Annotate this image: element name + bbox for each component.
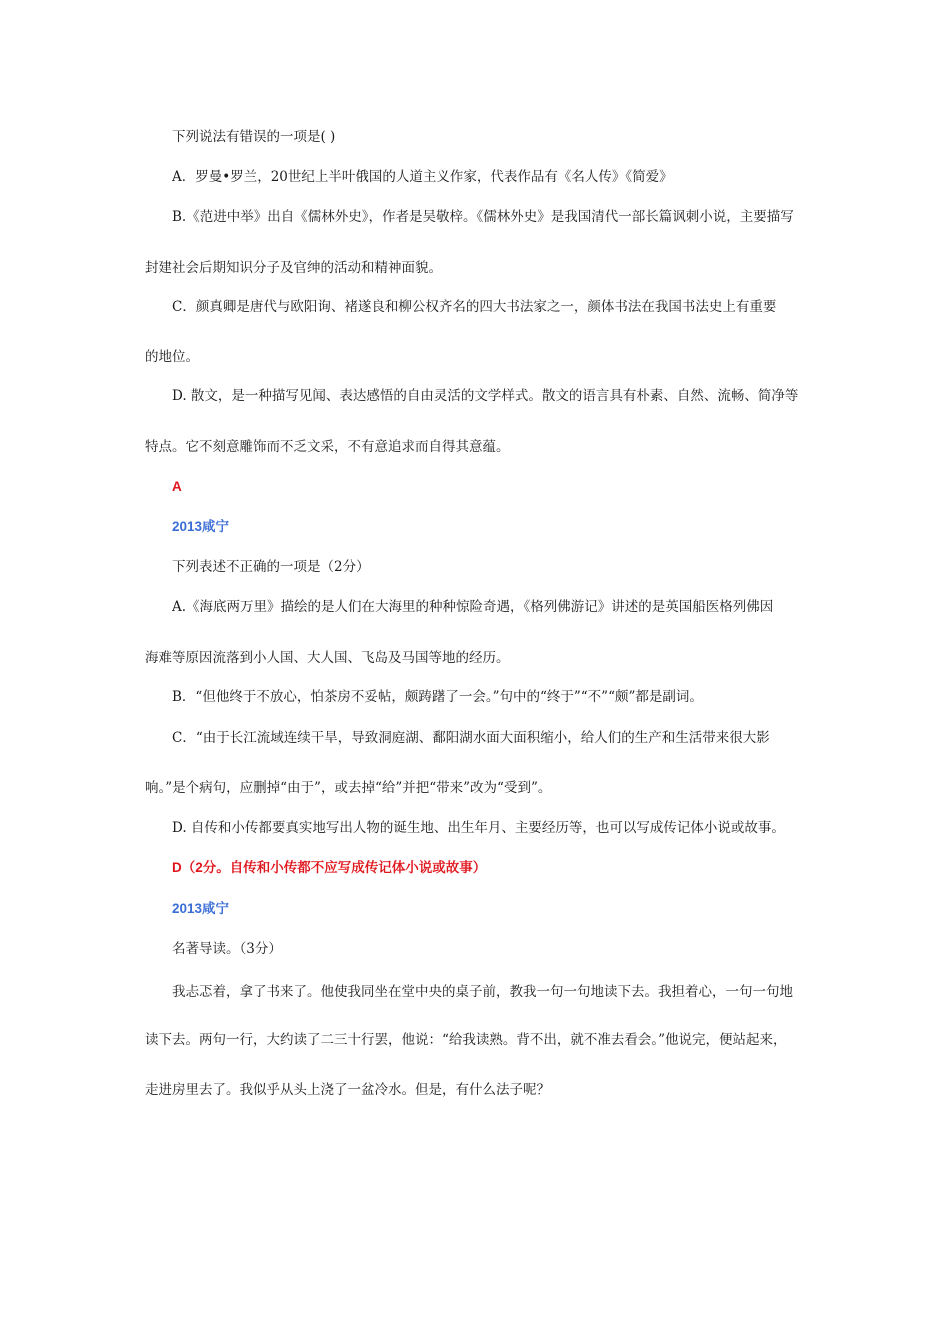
question-2-option-c: C．“由于长江流域连续干旱，导致洞庭湖、鄱阳湖水面大面积缩小，给人们的生产和生活带来很大影 [172,730,770,746]
question-3-passage-line-2: 读下去。两句一行，大约读了二三十行罢，他说：“给我读熟。背不出，就不准去看会。”他说完，便站起来， [145,1032,787,1048]
question-1-stem: 下列说法有错误的一项是( ) [172,129,336,145]
question-2-answer: D（2分。自传和小传都不应写成传记体小说或故事） [172,860,487,875]
question-2-stem: 下列表述不正确的一项是（2分） [172,559,370,575]
question-1-option-d-cont: 特点。它不刻意雕饰而不乏文采，不有意追求而自得其意蕴。 [145,439,510,455]
question-1-option-c-cont: 的地位。 [145,349,199,365]
question-2-option-b: B．“但他终于不放心，怕茶房不妥帖，颇踌躇了一会。”句中的“终于”“不”“颇”都是副词。 [172,689,703,705]
question-3-passage-line-3: 走进房里去了。我似乎从头上浇了一盆冷水。但是，有什么法子呢？ [145,1082,550,1098]
question-3-stem: 名著导读。（3分） [172,941,282,957]
question-2-source: 2013咸宁 [172,519,230,534]
question-3-source: 2013咸宁 [172,901,230,916]
question-3-passage-line-1: 我忐忑着，拿了书来了。他使我同坐在堂中央的桌子前，教我一句一句地读下去。我担着心，一句一句地 [172,984,793,1000]
question-1-option-b: B.《范进中举》出自《儒林外史》，作者是吴敬梓。《儒林外史》是我国清代一部长篇讽刺小说，主要描写 [172,209,794,225]
question-2-option-a: A.《海底两万里》描绘的是人们在大海里的种种惊险奇遇，《格列佛游记》讲述的是英国船医格列佛因 [172,599,774,615]
question-1-answer: A [172,479,182,494]
question-1-option-b-cont: 封建社会后期知识分子及官绅的活动和精神面貌。 [145,260,442,276]
question-1-option-d: D. 散文，是一种描写见闻、表达感悟的自由灵活的文学样式。散文的语言具有朴素、自然、流畅、简净等 [172,388,799,404]
question-2-option-d: D. 自传和小传都要真实地写出人物的诞生地、出生年月、主要经历等，也可以写成传记体小说或故事。 [172,820,785,836]
question-1-option-c: C．颜真卿是唐代与欧阳询、褚遂良和柳公权齐名的四大书法家之一，颜体书法在我国书法史上有重要 [172,299,777,315]
question-1-option-a: A．罗曼•罗兰，20世纪上半叶俄国的人道主义作家，代表作品有《名人传》《简爱》 [172,169,673,185]
question-2-option-c-cont: 响。”是个病句，应删掉“由于”，或去掉“给”并把“带来”改为“受到”。 [145,780,552,796]
question-2-option-a-cont: 海难等原因流落到小人国、大人国、飞岛及马国等地的经历。 [145,650,510,666]
